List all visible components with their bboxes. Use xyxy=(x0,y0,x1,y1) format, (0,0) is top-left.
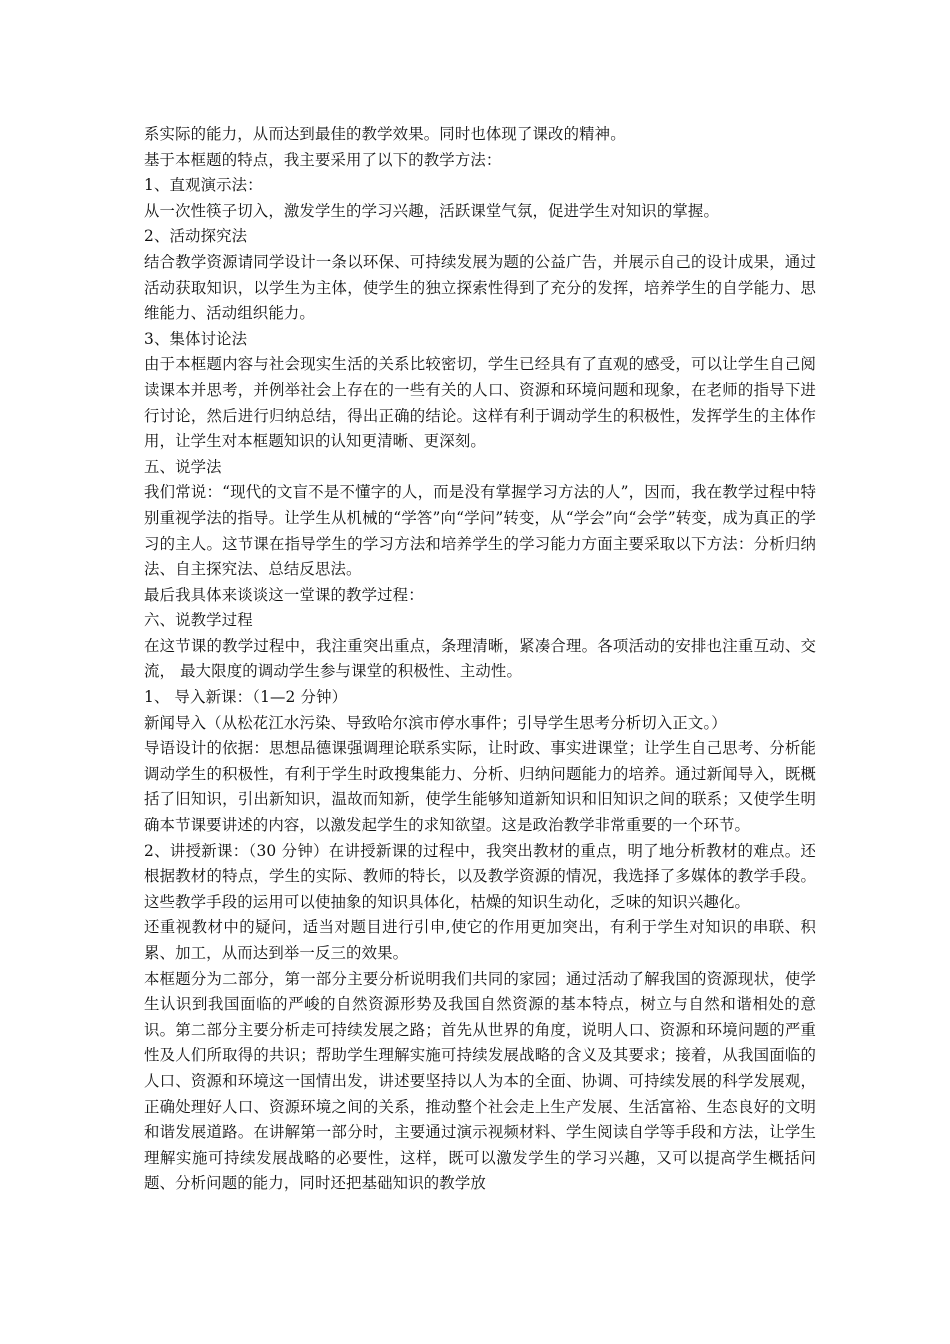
text-paragraph: 从一次性筷子切入，激发学生的学习兴趣，活跃课堂气氛，促进学生对知识的掌握。 xyxy=(144,201,720,220)
text-paragraph: 导语设计的依据：思想品德课强调理论联系实际，让时政、事实进课堂；让学生自己思考、分析能调动学生的积极性，有利于学生时政搜集能力、分析、归纳问题能力的培养。通过新闻导入，既概括了旧知识，引出新知识，温故而知新，使学生能够知道新知识和旧知识之间的联系；又使学生明确本节课要讲述的内容，以激发起学生的求知欲望。这是政治教学非常重要的一个环节。 xyxy=(144,739,816,835)
text-paragraph: 系实际的能力，从而达到最佳的教学效果。同时也体现了课改的精神。 xyxy=(144,125,626,143)
text-paragraph: 在这节课的教学过程中，我注重突出重点，条理清晰，紧凑合理。各项活动的安排也注重互动、交流， 最大限度的调动学生参与课堂的积极性、主动性。 xyxy=(144,636,816,681)
document-page xyxy=(144,122,816,1197)
text-paragraph: 2、讲授新课：（30 分钟）在讲授新课的过程中，我突出教材的重点，明了地分析教材的难点。还根据教材的特点，学生的实际、教师的特长，以及教学资源的情况，我选择了多媒体的教学手段。这些教学手段的运用可以使抽象的知识具体化，枯燥的知识生动化，乏味的知识兴趣化。 xyxy=(144,841,816,911)
text-paragraph: 新闻导入（从松花江水污染、导致哈尔滨市停水事件；引导学生思考分析切入正文。） xyxy=(144,713,727,732)
section-heading: 2、活动探究法 xyxy=(144,227,248,246)
text-paragraph: 我们常说：“现代的文盲不是不懂字的人，而是没有掌握学习方法的人”，因而，我在教学过程中特别重视学法的指导。让学生从机械的“学答”向“学问”转变，从“学会”向“会学”转变，成为真正的学习的主人。这节课在指导学生的学习方法和培养学生的学习能力方面主要采取以下方法：分析归纳法、自主探究法、总结反思法。 xyxy=(144,483,816,579)
section-heading: 1、直观演示法： xyxy=(144,176,263,195)
section-heading: 1、 导入新课：（1—2 分钟） xyxy=(144,688,348,707)
text-paragraph: 最后我具体来谈谈这一堂课的教学过程： xyxy=(144,585,424,604)
section-heading: 3、集体讨论法 xyxy=(144,329,248,348)
text-paragraph: 本框题分为二部分，第一部分主要分析说明我们共同的家园；通过活动了解我国的资源现状，使学生认识到我国面临的严峻的自然资源形势及我国自然资源的基本特点，树立与自然和谐相处的意识。第二部分主要分析走可持续发展之路；首先从世界的角度，说明人口、资源和环境问题的严重性及人们所取得的共识；帮助学生理解实施可持续发展战略的含义及其要求；接着，从我国面临的人口、资源和环境这一国情出发，讲述要坚持以人为本的全面、协调、可持续发展的科学发展观，正确处理好人口、资源环境之间的关系，推动整个社会走上生产发展、生活富裕、生态良好的文明和谐发展道路。在讲解第一部分时，主要通过演示视频材料、学生阅读自学等手段和方法，让学生理解实施可持续发展战略的必要性，这样，既可以激发学生的学习兴趣，又可以提高学生概括问题、分析问题的能力，同时还把基础知识的教学放 xyxy=(144,969,816,1193)
section-heading: 六、说教学过程 xyxy=(144,611,253,630)
text-paragraph: 由于本框题内容与社会现实生活的关系比较密切，学生已经具有了直观的感受，可以让学生自己阅读课本并思考，并例举社会上存在的一些有关的人口、资源和环境问题和现象，在老师的指导下进行讨论，然后进行归纳总结，得出正确的结论。这样有利于调动学生的积极性，发挥学生的主体作用，让学生对本框题知识的认知更清晰、更深刻。 xyxy=(144,355,816,451)
text-paragraph: 基于本框题的特点，我主要采用了以下的教学方法： xyxy=(144,150,502,169)
section-heading: 五、说学法 xyxy=(144,457,222,476)
text-paragraph: 还重视教材中的疑问，适当对题目进行引申,使它的作用更加突出，有利于学生对知识的串联、积累、加工，从而达到举一反三的效果。 xyxy=(144,918,816,962)
text-paragraph: 结合教学资源请同学设计一条以环保、可持续发展为题的公益广告，并展示自己的设计成果，通过活动获取知识，以学生为主体，使学生的独立探索性得到了充分的发挥，培养学生的自学能力、思维能力、活动组织能力。 xyxy=(144,252,816,323)
